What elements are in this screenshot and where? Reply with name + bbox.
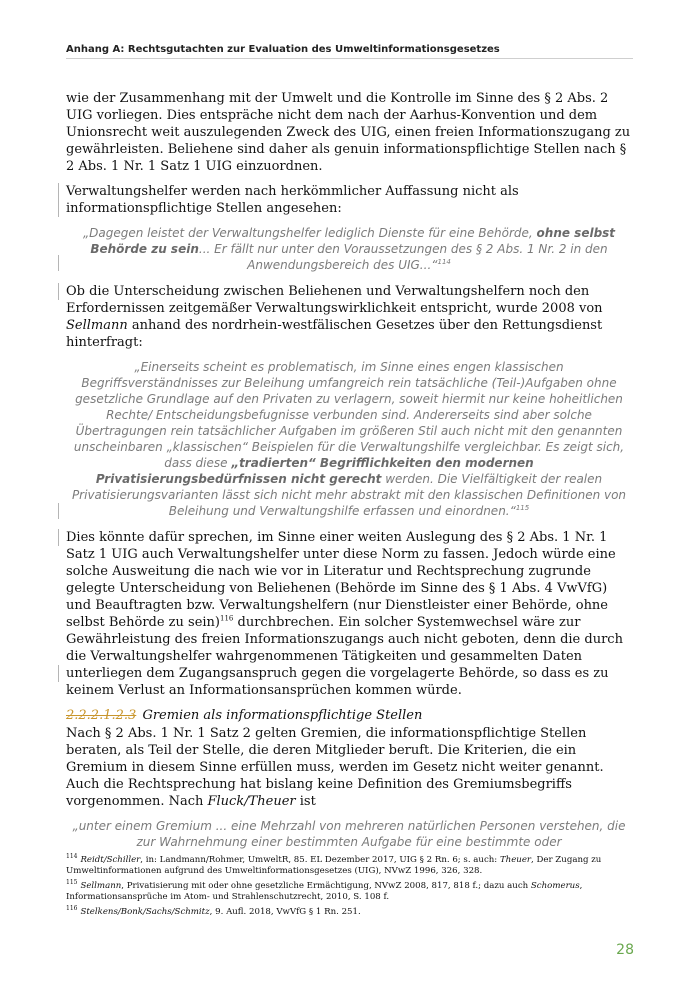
change-bar: [58, 255, 59, 271]
paragraph-beliehene: wie der Zusammenhang mit der Umwelt und die Kontrolle im Sinne des § 2 Abs. 2 UIG vorliegen. Dies entspräche nicht dem nach der Aarhus-Konvention und dem Unionsrecht weit auszulegenden Zweck des UIG, einen freien Informationszugang zu gewährleisten. Beliehene sind daher als genuin informationspflichtige Stellen nach § 2 Abs. 1 Nr. 1 Satz 1 UIG einzuordnen.: [66, 91, 631, 174]
paragraph-gremien: [66, 725, 632, 810]
footnote-author: Sellmann: [80, 881, 122, 891]
blockquote-1: [66, 225, 632, 273]
section-number: 2.2.2.1.2.3: [66, 708, 137, 723]
paragraph-text: anhand des nordrhein-westfälischen Gesetzes über den Rettungsdienst hinterfragt:: [66, 318, 603, 350]
footnote-text: , 9. Aufl. 2018, VwVfG § 1 Rn. 251.: [209, 907, 361, 917]
quote-emphasis: „tradierten“ Begrifflichkeiten den modernen Privatisierungsbedürfnissen nicht gerecht: [95, 456, 534, 486]
footnote-115: [66, 881, 632, 903]
footnotes: [66, 855, 632, 922]
footnote-author: Theuer: [499, 855, 532, 865]
footnote-number: 115: [66, 879, 78, 887]
paragraph-text: Dies könnte dafür sprechen, im Sinne einer weiten Auslegung des § 2 Abs. 1 Nr. 1 Satz 1 UIG auch Verwaltungshelfer unter diese Norm zu fassen. Jedoch würde eine solche Ausweitung die nach wie vor in Literatur und Rechtsprechung zugrunde gelegte Unterscheidung von Beliehenen (Behörde im Sinne des § 1 Abs. 4 VwVfG) und Beauftragten bzw. Verwaltungshelfern (nur Dienstleister einer Behörde, ohne selbst Behörde zu sein): [66, 530, 616, 630]
paragraph-text: ist: [295, 794, 316, 809]
paragraph-text: Ob die Unterscheidung zwischen Beliehenen und Verwaltungshelfern noch den Erfordernissen zeitgemäßer Verwaltungswirklichkeit entspricht, wurde 2008 von: [66, 284, 603, 316]
footnote-ref-114[interactable]: 114: [437, 258, 451, 266]
paragraph-text: Nach § 2 Abs. 1 Nr. 1 Satz 2 gelten Gremien, die informationspflichtige Stellen beraten, als Teil der Stelle, die deren Mitglieder beruft. Die Kriterien, die ein Gremium in diesem Sinne erfüllen muss, werden im Gesetz nicht weiter genannt. Auch die Rechtsprechung hat bislang keine Definition des Gremiumsbegriffs vorgenommen. Nach: [66, 726, 604, 809]
page-body: [66, 90, 632, 860]
footnote-number: 114: [66, 853, 78, 861]
author-name: Sellmann: [66, 318, 128, 333]
blockquote-2: [66, 359, 632, 519]
quote-text: ... Er fällt nur unter den Voraussetzungen des § 2 Abs. 1 Nr. 2 in den Anwendungsbereich des UIG...“: [198, 242, 608, 272]
footnote-ref-116[interactable]: 116: [220, 614, 234, 623]
change-bar: [58, 665, 59, 682]
footnote-author: Schomerus: [530, 881, 580, 891]
change-bar: [58, 283, 59, 300]
section-title: Gremien als informationspflichtige Stellen: [142, 708, 423, 723]
paragraph-text: Verwaltungshelfer werden nach herkömmlicher Auffassung nicht als informationspflichtige Stellen angesehen:: [66, 184, 519, 216]
footnote-ref-115[interactable]: 115: [515, 504, 530, 512]
footnote-text: , Privatisierung mit oder ohne gesetzliche Ermächtigung, NVwZ 2008, 817, 818 f.; dazu auch: [121, 881, 531, 891]
paragraph-auslegung: [66, 529, 632, 699]
running-header: Anhang A: Rechtsgutachten zur Evaluation des Umweltinformationsgesetzes: [66, 44, 500, 55]
section-heading: [66, 707, 632, 724]
author-name: Fluck/Theuer: [207, 794, 296, 809]
quote-text: „Dagegen leistet der Verwaltungshelfer lediglich Dienste für eine Behörde,: [82, 226, 537, 240]
footnote-text: , Der Zugang zu Umweltinformationen aufgrund des Umweltinformationsgesetzes (UIG), NVwZ 1996, 326, 328.: [66, 855, 602, 876]
quote-text: werden. Die Vielfältigkeit der realen Privatisierungsvarianten lässt sich nicht mehr abstrakt mit den klassischen Definitionen von Beleihung und Verwaltungshilfe erfassen und einordnen.“: [71, 472, 627, 518]
change-bar: [58, 529, 59, 546]
footnote-text: , Informationsansprüche im Atom- und Strahlenschutzrecht, 2010, S. 108 f.: [66, 881, 583, 902]
header-divider: [66, 58, 633, 59]
change-bar: [58, 503, 59, 519]
footnote-author: Stelkens/Bonk/Sachs/Schmitz: [80, 907, 210, 917]
footnote-116: [66, 907, 632, 918]
quote-emphasis: ohne selbst Behörde zu sein: [90, 226, 616, 256]
paragraph-sellmann: [66, 283, 632, 351]
footnote-number: 116: [66, 905, 78, 913]
page-number: 28: [616, 942, 634, 958]
footnote-author: Reidt/Schiller: [80, 855, 141, 865]
footnote-114: [66, 855, 632, 877]
quote-text: „Einerseits scheint es problematisch, im Sinne eines engen klassischen Begriffsverständnisses zur Beleihung umfangreich rein tatsächliche (Teil-)Aufgaben ohne gesetzliche Grundlage auf den Privaten zu verlagern, soweit hiermit nur keine hoheitlichen Rechte/ Entscheidungsbefugnisse verbunden sind. Andererseits sind aber solche Übertragungen rein tatsächlicher Aufgaben im größeren Stil auch nicht mit den genannten unscheinbaren „klassischen“ Beispielen für die Verwaltungshilfe vergleichbar. Es zeigt sich, dass diese: [73, 360, 625, 470]
blockquote-3: „unter einem Gremium ... eine Mehrzahl von mehreren natürlichen Personen verstehen, die zur Wahrnehmung einer bestimmten Aufgabe für eine bestimmte oder: [72, 819, 626, 849]
change-bar: [58, 183, 59, 217]
paragraph-text: durchbrechen. Ein solcher Systemwechsel wäre zur Gewährleistung des freien Informationszugangs auch nicht geboten, denn die durch die Verwaltungshelfer wahrgenommenen Tätigkeiten und gesammelten Daten unterliegen dem Zugangsanspruch gegen die vorgelagerte Behörde, so dass es zu keinem Verlust an Informationsansprüchen kommen würde.: [66, 615, 623, 698]
paragraph-verwaltungshelfer: [66, 183, 632, 217]
footnote-text: , in: Landmann/Rohmer, UmweltR, 85. EL Dezember 2017, UIG § 2 Rn. 6; s. auch:: [140, 855, 500, 865]
